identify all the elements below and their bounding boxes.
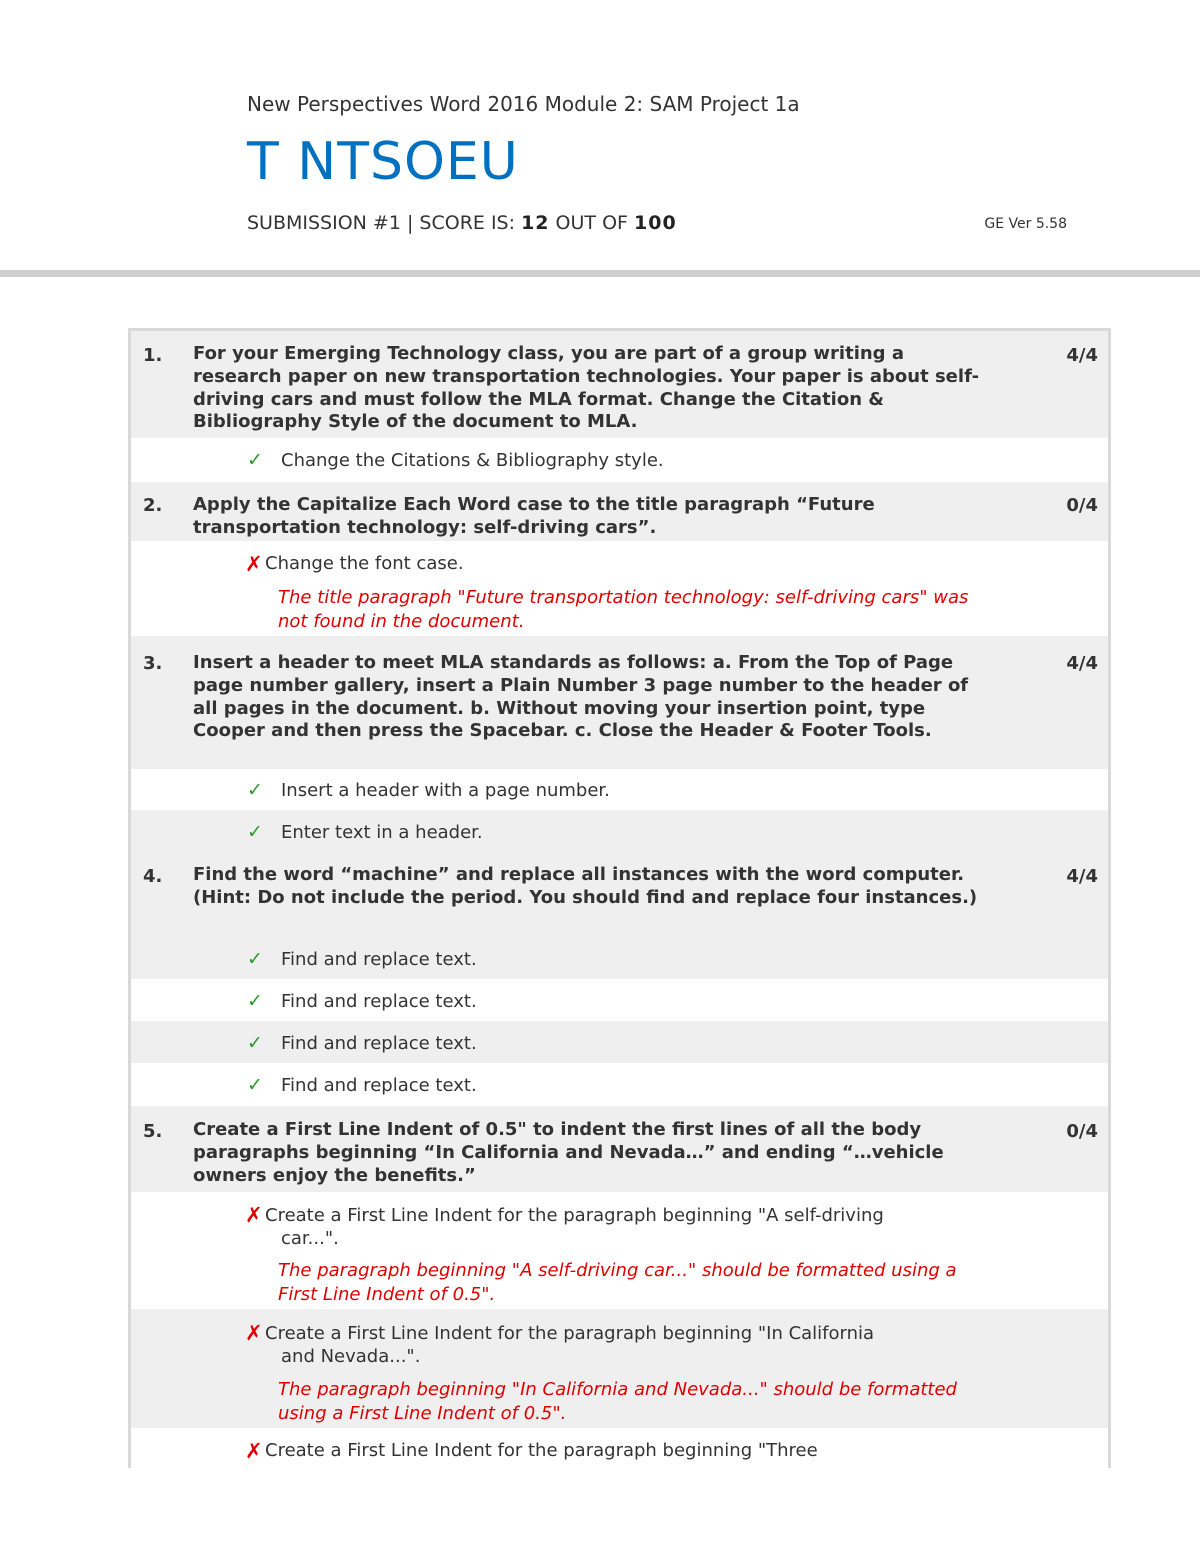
task-number: 1.	[143, 345, 163, 366]
results-table	[128, 328, 1111, 1468]
document-subtitle: New Perspectives Word 2016 Module 2: SAM Project 1a	[247, 92, 800, 116]
check-row	[131, 1063, 1108, 1106]
task-number: 3.	[143, 653, 163, 674]
check-text	[265, 1322, 874, 1368]
task-score: 4/4	[1066, 653, 1098, 674]
task-row	[131, 636, 1108, 769]
check-text: Change the Citations & Bibliography style.	[281, 450, 664, 471]
task-row	[131, 331, 1108, 438]
version-label: GE Ver 5.58	[984, 216, 1067, 232]
check-text-line: Create a First Line Indent for the paragraph beginning "In California	[265, 1323, 875, 1344]
check-text: Find and replace text.	[281, 1075, 477, 1096]
check-icon: ✓	[247, 449, 263, 471]
task-description: Find the word “machine” and replace all instances with the word computer. (Hint: Do not include the period. You should find and replace four instances.)	[193, 864, 978, 908]
check-icon: ✓	[247, 1074, 263, 1096]
check-icon: ✓	[247, 779, 263, 801]
task-row	[131, 852, 1108, 937]
task-row	[131, 1106, 1108, 1192]
cross-icon: ✗	[245, 1203, 263, 1227]
cross-icon: ✗	[245, 1321, 263, 1345]
check-text: Find and replace text.	[281, 949, 477, 970]
check-row	[131, 1021, 1108, 1063]
check-icon: ✓	[247, 990, 263, 1012]
check-row	[131, 1192, 1108, 1309]
check-row	[131, 541, 1108, 636]
check-text	[265, 1204, 884, 1250]
check-row	[131, 979, 1108, 1021]
check-icon: ✓	[247, 821, 263, 843]
task-score: 4/4	[1066, 345, 1098, 366]
task-description: Insert a header to meet MLA standards as follows: a. From the Top of Page page number gallery, insert a Plain Number 3 page number to the header of all pages in the document. b. Without moving your insertion point, type Cooper and then press the Spacebar. c. Close the Header & Footer Tools.	[193, 652, 969, 742]
submission-label: SUBMISSION #1 | SCORE IS:	[247, 212, 522, 234]
score-out-of-label: OUT OF	[549, 212, 634, 234]
check-feedback: The paragraph beginning "In California and Nevada..." should be formatted using a First Line Indent of 0.5".	[278, 1379, 957, 1424]
check-row	[131, 769, 1108, 810]
task-score: 0/4	[1066, 495, 1098, 516]
check-row	[131, 937, 1108, 979]
task-number: 2.	[143, 495, 163, 516]
task-description: Apply the Capitalize Each Word case to the title paragraph “Future transportation technology: self-driving cars”.	[193, 494, 875, 538]
check-text-line: car...".	[281, 1228, 339, 1249]
task-score: 0/4	[1066, 1121, 1098, 1142]
task-number: 5.	[143, 1121, 163, 1142]
student-name: T NTSOEU	[247, 132, 519, 192]
header-divider	[0, 270, 1200, 277]
check-text: Find and replace text.	[281, 991, 477, 1012]
cross-icon: ✗	[245, 552, 263, 576]
check-icon: ✓	[247, 948, 263, 970]
score-total: 100	[634, 212, 677, 234]
check-text: Change the font case.	[265, 553, 464, 574]
task-description: Create a First Line Indent of 0.5" to indent the first lines of all the body paragraphs beginning “In California and Nevada…” and ending “…vehicle owners enjoy the benefits.”	[193, 1119, 944, 1186]
check-row	[131, 810, 1108, 852]
check-text-line: Create a First Line Indent for the paragraph beginning "A self-driving	[265, 1205, 884, 1226]
check-text: Create a First Line Indent for the paragraph beginning "Three	[265, 1440, 818, 1461]
task-score: 4/4	[1066, 866, 1098, 887]
check-row	[131, 1428, 1108, 1471]
score-value: 12	[521, 212, 550, 234]
check-text: Find and replace text.	[281, 1033, 477, 1054]
check-icon: ✓	[247, 1032, 263, 1054]
check-row	[131, 438, 1108, 482]
task-number: 4.	[143, 866, 163, 887]
cross-icon: ✗	[245, 1439, 263, 1463]
check-row	[131, 1309, 1108, 1428]
check-text-line: and Nevada...".	[281, 1346, 421, 1367]
check-text: Insert a header with a page number.	[281, 780, 610, 801]
task-row	[131, 482, 1108, 541]
check-feedback: The title paragraph "Future transportation technology: self-driving cars" was not found in the document.	[278, 587, 969, 632]
check-text: Enter text in a header.	[281, 822, 483, 843]
check-feedback: The paragraph beginning "A self-driving car..." should be formatted using a First Line Indent of 0.5".	[278, 1260, 957, 1305]
score-summary	[247, 212, 677, 234]
task-description: For your Emerging Technology class, you are part of a group writing a research paper on new transportation technologies. Your paper is about self-driving cars and must follow the MLA format. Change the Citation & Bibliography Style of the document to MLA.	[193, 343, 980, 433]
